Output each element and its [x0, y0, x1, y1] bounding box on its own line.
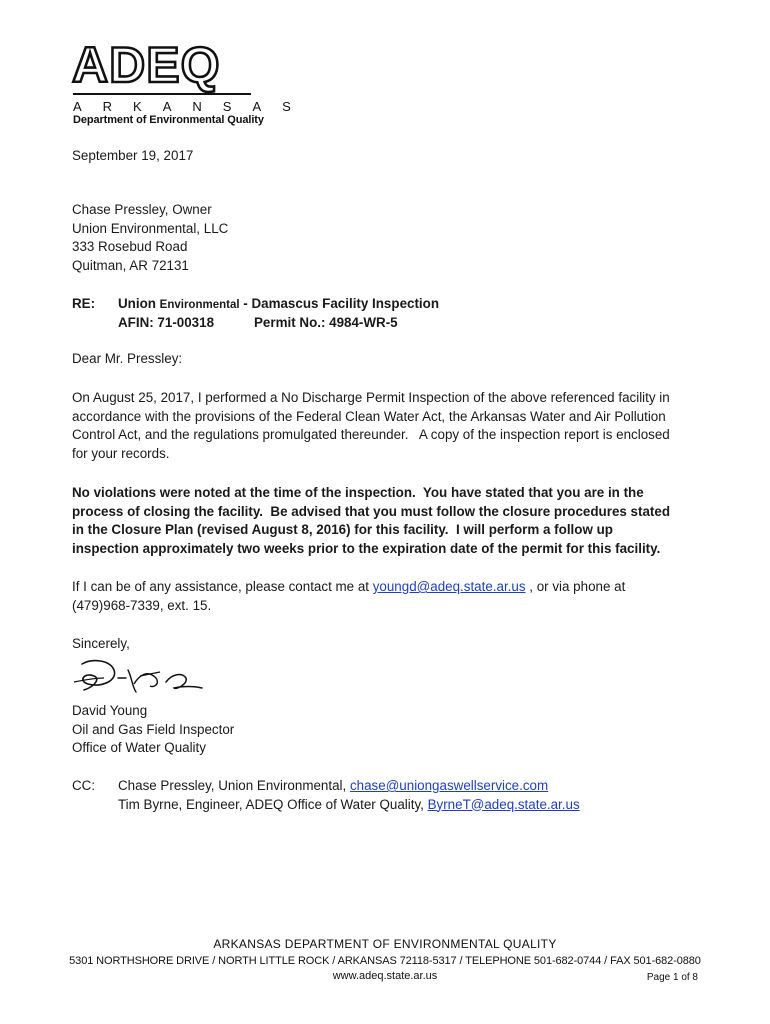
cc-email-link-1[interactable]: chase@uniongaswellservice.com — [349, 778, 549, 793]
paragraph-1-line: for your records. — [72, 445, 170, 461]
cc-label: CC: — [72, 778, 96, 793]
signer-name: David Young — [72, 703, 148, 718]
logo-department: Department of Environmental Quality — [73, 114, 264, 126]
re-afin: AFIN: 71-00318 — [118, 315, 215, 330]
letter-date: September 19, 2017 — [72, 148, 194, 163]
contact-phone: (479)968-7339, ext. 15. — [72, 597, 212, 613]
cc-email-link-2[interactable]: ByrneT@adeq.state.ar.us — [427, 796, 580, 812]
re-label: RE: — [72, 296, 96, 311]
re-subject-rest: - Damascus Facility Inspection — [239, 296, 439, 311]
footer-website[interactable]: www.adeq.state.ar.us — [332, 970, 438, 982]
contact-paragraph — [72, 578, 712, 615]
paragraph-1-line: accordance with the provisions of the Federal Clean Water Act, the Arkansas Water and Air Pollution — [72, 408, 666, 424]
paragraph-1-line: On August 25, 2017, I performed a No Discharge Permit Inspection of the above referenced facility in — [72, 390, 670, 405]
paragraph-2-line: inspection approximately two weeks prior to the expiration date of the permit for this facility. — [72, 540, 661, 556]
recipient-block — [72, 201, 228, 275]
handwritten-signature — [70, 656, 210, 696]
closing: Sincerely, — [72, 636, 130, 651]
recipient-street: 333 Rosebud Road — [72, 239, 188, 254]
signer-title: Oil and Gas Field Inspector — [72, 721, 235, 737]
recipient-city: Quitman, AR 72131 — [72, 257, 189, 273]
cc-line-2: Tim Byrne, Engineer, ADEQ Office of Water Quality, — [118, 796, 428, 812]
paragraph-1-line: Control Act, and the regulations promulgated thereunder. A copy of the inspection report is enclosed — [72, 427, 670, 442]
re-subject-union: Union — [118, 296, 156, 311]
signer-office: Office of Water Quality — [72, 740, 206, 755]
footer-address: 5301 NORTHSHORE DRIVE / NORTH LITTLE ROCK / ARKANSAS 72118-5317 / TELEPHONE 501-682-0744 / FAX 501-682-0880 — [69, 955, 701, 967]
recipient-name: Chase Pressley, Owner — [72, 202, 212, 217]
inspector-email-link[interactable]: youngd@adeq.state.ar.us — [372, 579, 526, 594]
cc-list — [118, 777, 718, 814]
contact-text-after: , or via phone at — [525, 579, 626, 594]
paragraph-2-line: process of closing the facility. Be advised that you must follow the closure procedures stated — [72, 503, 671, 519]
footer-agency: ARKANSAS DEPARTMENT OF ENVIRONMENTAL QUALITY — [213, 937, 557, 951]
adeq-logo: ADEQ — [72, 37, 221, 93]
salutation: Dear Mr. Pressley: — [72, 351, 183, 366]
recipient-company: Union Environmental, LLC — [72, 220, 229, 236]
re-subject — [118, 295, 439, 315]
logo-rule — [73, 93, 251, 95]
paragraph-1 — [72, 389, 712, 463]
paragraph-2-line: in the Closure Plan (revised August 8, 2016) for this facility. I will perform a follow up — [72, 522, 613, 537]
contact-text: If I can be of any assistance, please contact me at — [72, 579, 373, 594]
re-subject-environmental: Environmental — [159, 299, 240, 311]
cc-line-1: Chase Pressley, Union Environmental, — [118, 778, 350, 793]
paragraph-2 — [72, 484, 712, 558]
page-number: Page 1 of 8 — [646, 972, 698, 983]
paragraph-2-line: No violations were noted at the time of the inspection. You have stated that you are in the — [72, 485, 644, 500]
re-permit: Permit No.: 4984-WR-5 — [254, 315, 398, 330]
logo-state: ARKANSAS — [73, 99, 312, 114]
signer-block — [72, 702, 234, 758]
